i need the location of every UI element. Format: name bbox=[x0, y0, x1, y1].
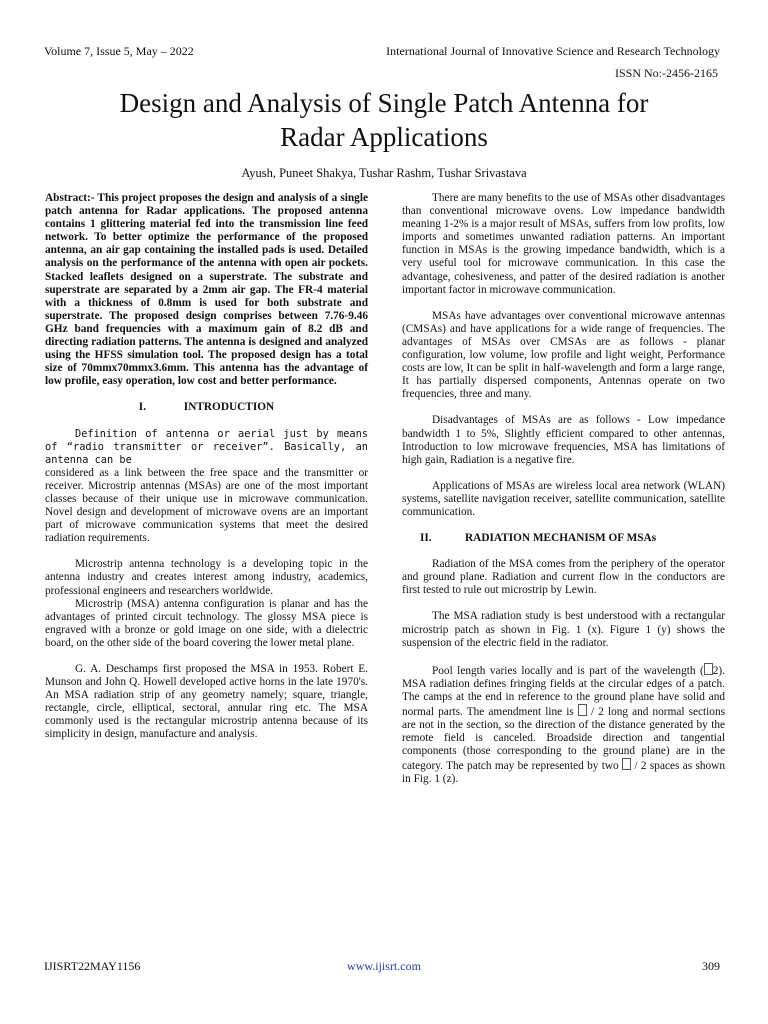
title-line-2: Radar Applications bbox=[280, 122, 488, 152]
issn: ISSN No:-2456-2165 bbox=[614, 66, 718, 80]
section-heading-radiation bbox=[402, 532, 725, 545]
section-number: I. bbox=[138, 401, 147, 414]
paper-code: IJISRT22MAY1156 bbox=[44, 959, 141, 973]
right-column bbox=[402, 192, 725, 800]
radiation-paragraph-2: The MSA radiation study is best understood with a rectangular microstrip patch as shown in Fig. 1 (x). Figure 1 (y) shows the suspension of the electric field in the radiator. bbox=[402, 610, 725, 649]
paper-title bbox=[40, 86, 728, 154]
section-number: II. bbox=[420, 532, 432, 545]
authors: Ayush, Puneet Shakya, Tushar Rashm, Tushar Srivastava bbox=[241, 166, 527, 180]
title-line-1: Design and Analysis of Single Patch Antenna for bbox=[119, 88, 649, 118]
text-part: / 2 spaces as shown in Fig. 1 (z). bbox=[402, 760, 725, 786]
intro-paragraph-1-start: Definition of antenna or aerial just by means of “radio transmitter or receiver”. Basically, an antenna can be bbox=[45, 427, 368, 466]
page-number: 309 bbox=[702, 959, 720, 973]
left-column bbox=[45, 192, 368, 755]
lambda-placeholder-icon bbox=[704, 663, 713, 675]
advantages-paragraph: MSAs have advantages over conventional microwave antennas (CMSAs) and have applications for a wide range of frequencies. The advantages of MSAs over CMSAs are as follows - planar configuration, low volume, low profile and light weight, Performance costs are low, It can be split in half-wavelength and form a large range, It has partially dispersed components, Antennas operate on two frequencies, three and many. bbox=[402, 309, 725, 401]
lambda-placeholder-icon bbox=[622, 758, 631, 770]
radiation-paragraph-3 bbox=[402, 663, 725, 787]
journal-name: International Journal of Innovative Science and Research Technology bbox=[386, 44, 720, 58]
section-title: RADIATION MECHANISM OF MSAs bbox=[465, 532, 657, 545]
disadvantages-paragraph: Disadvantages of MSAs are as follows - Low impedance bandwidth 1 to 5%, Slightly efficient compared to other antennas, Introduction to low microwave frequencies, MSA has limitations of high gain, Radiation is a negative fire. bbox=[402, 414, 725, 466]
text-part: Pool length varies locally and is part of the wavelength ( bbox=[432, 664, 704, 677]
text-part: / 2 long and normal sections are not in the section, so the direction of the distance generated by the remote field is canceled. Broadside direction and tangential components (those corresponding to the ground plane) are in the category. The patch may be represented by two bbox=[402, 706, 725, 773]
benefits-paragraph: There are many benefits to the use of MSAs other disadvantages than conventional microwave ovens. Low impedance bandwidth meaning 1-2% is a major result of MSAs, suffers from low profits, low imports and sometimes unwanted radiation patterns. An important function in MSAs is the growing impedance bandwidth, which is a very useful tool for microwave communication. In this case the advantage, cohesiveness, and patter of the desired radiation is another important factor in microwave communication. bbox=[402, 192, 725, 296]
applications-paragraph: Applications of MSAs are wireless local area network (WLAN) systems, satellite navigation receiver, satellite communication, satellite communication. bbox=[402, 479, 725, 518]
section-heading-introduction bbox=[45, 401, 368, 414]
intro-paragraph-2: Microstrip antenna technology is a developing topic in the antenna industry and creates interest among industry, academics, professional engineers and researchers worldwide. bbox=[45, 558, 368, 597]
text-part: 2). MSA radiation defines fringing fields at the circular edges of a patch. The camps at the end in reference to the ground plane have solid and normal parts. The amendment line is bbox=[402, 664, 725, 718]
intro-paragraph-1-rest: considered as a link between the free space and the transmitter or receiver. Microstrip antennas (MSAs) are one of the most important classes because of their unique use in microwave communication. Novel design and development of microwave ovens are an important part of microwave communication systems that meet the desired radiation requirements. bbox=[45, 466, 368, 545]
volume-issue: Volume 7, Issue 5, May – 2022 bbox=[44, 44, 194, 58]
lambda-placeholder-icon bbox=[578, 704, 587, 716]
intro-paragraph-4: G. A. Deschamps first proposed the MSA in 1953. Robert E. Munson and John Q. Howell developed active horns in the late 1970's. An MSA radiation strip of any geometry namely; square, triangle, rectangle, circle, elliptical, sectoral, annular ring etc. The MSA commonly used is the rectangular microstrip antenna because of its simplicity in design, manufacture and analysis. bbox=[45, 663, 368, 741]
website-link[interactable]: www.ijisrt.com bbox=[347, 959, 421, 973]
section-title: INTRODUCTION bbox=[183, 401, 275, 414]
abstract: Abstract:- This project proposes the design and analysis of a single patch antenna for Radar applications. The proposed antenna contains 1 glittering material fed into the transmission line feed network. To better optimize the performance of the proposed antenna, an air gap containing the installed pads is used. Detailed analysis on the performance of the antenna with open air pockets. Stacked leaflets designed on a superstrate. The substrate and superstrate are separated by a 2mm air gap. The FR-4 material with a thickness of 0.8mm is used for both substrate and superstrate. The proposed design comprises between 7.76-9.46 GHz band frequencies with a maximum gain of 8.2 dB and directing radiation patterns. The antenna is designed and analyzed using the HFSS simulation tool. The proposed design has a total size of 70mmx70mmx3.6mm. This antenna has the advantage of low profile, easy operation, low cost and better performance. bbox=[45, 192, 368, 388]
intro-paragraph-3: Microstrip (MSA) antenna configuration is planar and has the advantages of printed circuit technology. The glossy MSA piece is engraved with a bronze or gold image on one side, with a dielectric board, on the other side of the board covering the lower metal plane. bbox=[45, 597, 368, 649]
radiation-paragraph-1: Radiation of the MSA comes from the periphery of the operator and ground plane. Radiation and current flow in the conductors are first tested to rule out microstrip by Lewin. bbox=[402, 558, 725, 597]
